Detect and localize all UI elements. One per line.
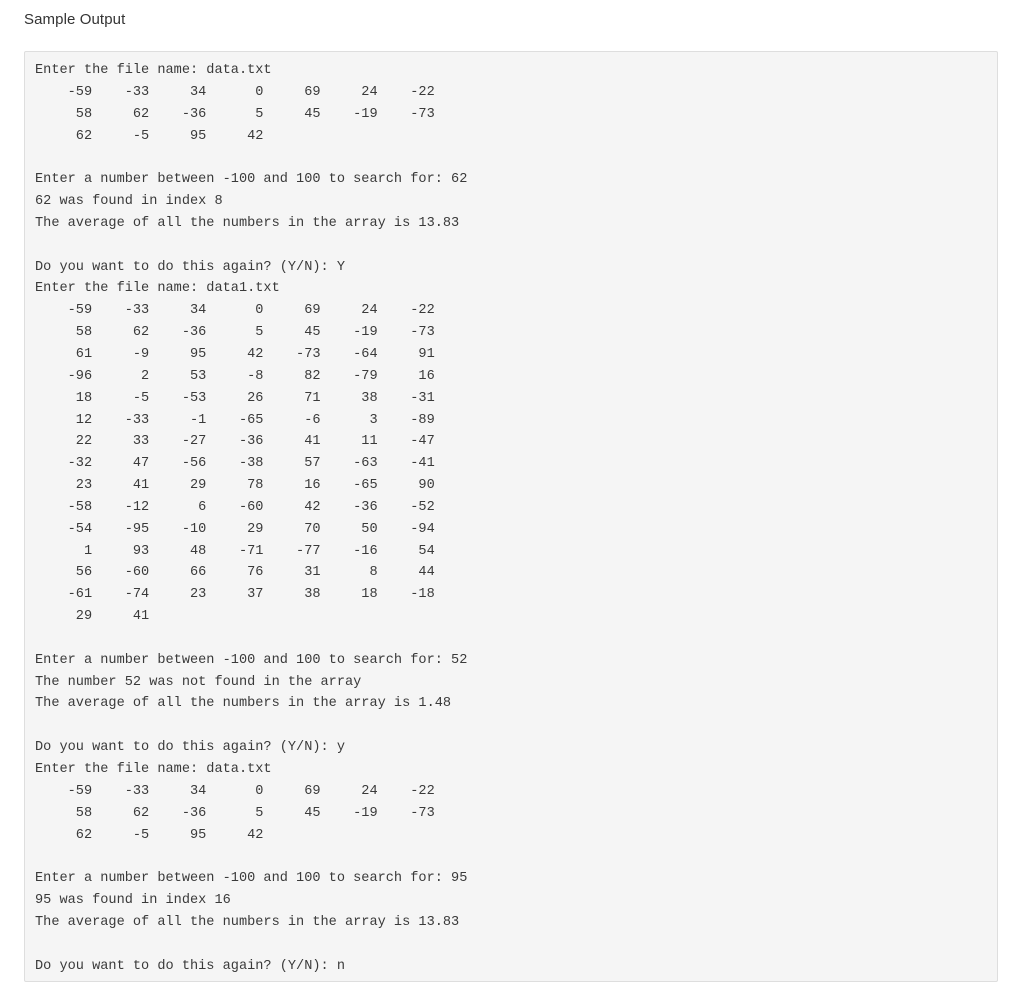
console-line: Enter a number between -100 and 100 to search for: 95	[35, 871, 468, 887]
console-line: The average of all the numbers in the array is 13.83	[35, 215, 460, 231]
console-line: 12 -33 -1 -65 -6 3 -89	[35, 412, 435, 428]
console-line: 58 62 -36 5 45 -19 -73	[35, 805, 435, 821]
console-line: Enter the file name: data.txt	[35, 63, 272, 78]
console-line: 23 41 29 78 16 -65 90	[35, 478, 435, 494]
console-line: Enter the file name: data.txt	[35, 762, 272, 777]
console-line: -58 -12 6 -60 42 -36 -52	[35, 499, 435, 515]
console-line: The number 52 was not found in the array	[35, 674, 362, 690]
console-line: 62 -5 95 42	[35, 827, 264, 843]
console-line: Do you want to do this again? (Y/N): y	[35, 740, 345, 756]
console-text	[35, 60, 997, 977]
console-line: -54 -95 -10 29 70 50 -94	[35, 521, 435, 537]
console-line	[35, 934, 997, 956]
console-line	[35, 628, 997, 650]
console-line: -59 -33 34 0 69 24 -22	[35, 783, 435, 799]
console-line: Enter a number between -100 and 100 to search for: 62	[35, 172, 468, 188]
console-line: Do you want to do this again? (Y/N): Y	[35, 259, 345, 275]
console-line: -61 -74 23 37 38 18 -18	[35, 587, 435, 603]
console-line: Do you want to do this again? (Y/N): n	[35, 958, 345, 974]
console-line	[35, 715, 997, 737]
console-line: 62 was found in index 8	[35, 194, 223, 210]
console-line: 29 41	[35, 609, 150, 625]
console-line: 22 33 -27 -36 41 11 -47	[35, 434, 435, 450]
console-line: 58 62 -36 5 45 -19 -73	[35, 106, 435, 122]
console-line: 58 62 -36 5 45 -19 -73	[35, 325, 435, 341]
console-line: -59 -33 34 0 69 24 -22	[35, 84, 435, 100]
console-line: 18 -5 -53 26 71 38 -31	[35, 390, 435, 406]
console-output-block	[24, 51, 998, 982]
console-line	[35, 846, 997, 868]
console-line: Enter a number between -100 and 100 to search for: 52	[35, 652, 468, 668]
console-line: Enter the file name: data1.txt	[35, 281, 280, 297]
console-line	[35, 147, 997, 169]
console-line: 56 -60 66 76 31 8 44	[35, 565, 435, 581]
console-line	[35, 235, 997, 257]
console-line: -96 2 53 -8 82 -79 16	[35, 368, 435, 384]
console-line: The average of all the numbers in the array is 1.48	[35, 696, 452, 712]
console-line: 1 93 48 -71 -77 -16 54	[35, 543, 435, 559]
console-line: -32 47 -56 -38 57 -63 -41	[35, 456, 435, 472]
console-line: The average of all the numbers in the array is 13.83	[35, 914, 460, 930]
console-line: 62 -5 95 42	[35, 128, 264, 144]
console-line: 61 -9 95 42 -73 -64 91	[35, 346, 435, 362]
console-line: -59 -33 34 0 69 24 -22	[35, 303, 435, 319]
console-line: 95 was found in index 16	[35, 893, 231, 909]
page-heading: Sample Output	[24, 11, 126, 28]
